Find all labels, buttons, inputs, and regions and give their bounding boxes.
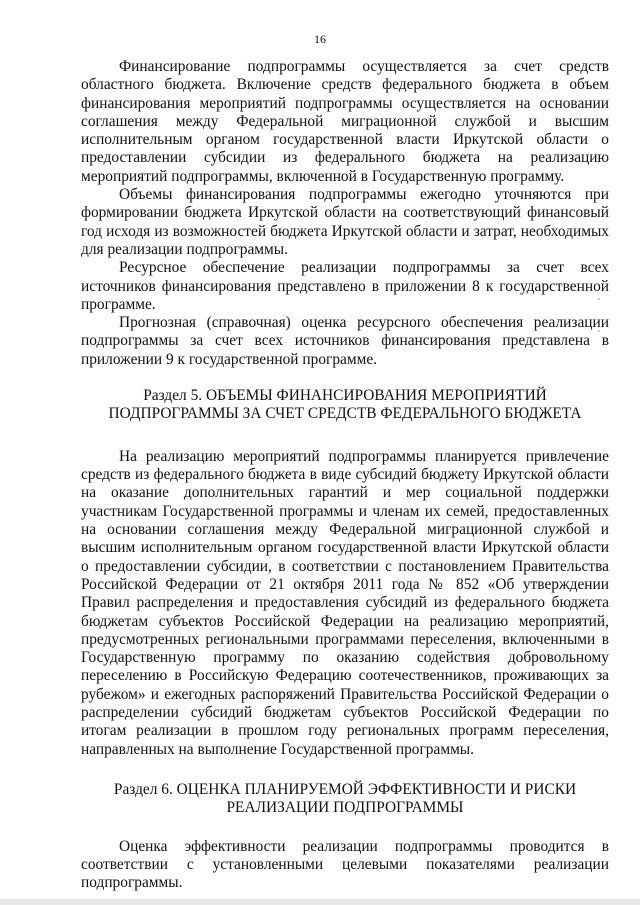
section-5-heading-line1: Раздел 5. ОБЪЕМЫ ФИНАНСИРОВАНИЯ МЕРОПРИЯТИЙ — [143, 387, 547, 405]
section-6-heading-line2: РЕАЛИЗАЦИИ ПОДПРОГРАММЫ — [226, 799, 464, 817]
paragraph-financing-source: Финансирование подпрограммы осуществляется за счет средств областного бюджета. Включение средств федерального бюджета в объем финансирования мероприятий подпрограммы осуществляется на основании соглашения между Федеральной миграционной службой и высшим исполнительным органом государственной власти Иркутской области о предоставлении субсидии из федерального бюджета на реализацию мероприятий подпрограммы, включенной в Государственную программу. — [81, 58, 609, 185]
page-number: 16 — [314, 32, 326, 46]
section-6-heading — [81, 781, 609, 818]
section-6-heading-line1: Раздел 6. ОЦЕНКА ПЛАНИРУЕМОЙ ЭФФЕКТИВНОСТИ И РИСКИ — [113, 780, 577, 798]
spacer — [81, 759, 609, 781]
paragraph-forecast-estimate: Прогнозная (справочная) оценка ресурсного обеспечения реализации подпрограммы за счет всех источников финансирования представлена в приложении 9 к государственной программе. — [81, 314, 609, 368]
section-5-heading — [81, 387, 609, 424]
document-body — [81, 58, 609, 893]
paragraph-resource-support: Ресурсное обеспечение реализации подпрограммы за счет всех источников финансирования представлено в приложении 8 к государственной программе. — [81, 259, 609, 313]
spacer — [81, 818, 609, 838]
scan-bottom-edge — [0, 899, 640, 905]
spacer — [81, 424, 609, 448]
section-5-paragraph: На реализацию мероприятий подпрограммы планируется привлечение средств из федерального бюджета в виде субсидий бюджету Иркутской области на оказание дополнительных гарантий и мер социальной поддержки участникам Государственной программы и членам их семей, предоставленных на основании соглашения между Федеральной миграционной службой и высшим исполнительным органом государственной власти Иркутской области о предоставлении субсидии, в соответствии с постановлением Правительства Российской Федерации от 21 октября 2011 года № 852 «Об утверждении Правил распределения и предоставления субсидий из федерального бюджета бюджетам субъектов Российской Федерации на реализацию мероприятий, предусмотренных региональными программами переселения, включенными в Государственную программу по оказанию содействия добровольному переселению в Российскую Федерацию соотечественников, проживающих за рубежом» и ежегодных распоряжений Правительства Российской Федерации о распределении субсидий бюджетам субъектов Российской Федерации по итогам реализации в прошлом году региональных программ переселения, направленных на выполнение Государственной программы. — [81, 447, 609, 758]
spacer — [81, 369, 609, 387]
section-6-paragraph: Оценка эффективности реализации подпрограммы проводится в соответствии с установленными целевыми показателями реализации подпрограммы. — [81, 837, 609, 892]
paragraph-financing-volumes: Объемы финансирования подпрограммы ежегодно уточняются при формировании бюджета Иркутской области на соответствующий финансовый год исходя из возможностей бюджета Иркутской области и затрат, необходимых для реализации подпрограммы. — [81, 186, 609, 258]
section-5-heading-line2: ПОДПРОГРАММЫ ЗА СЧЕТ СРЕДСТВ ФЕДЕРАЛЬНОГО БЮДЖЕТА — [108, 405, 582, 423]
